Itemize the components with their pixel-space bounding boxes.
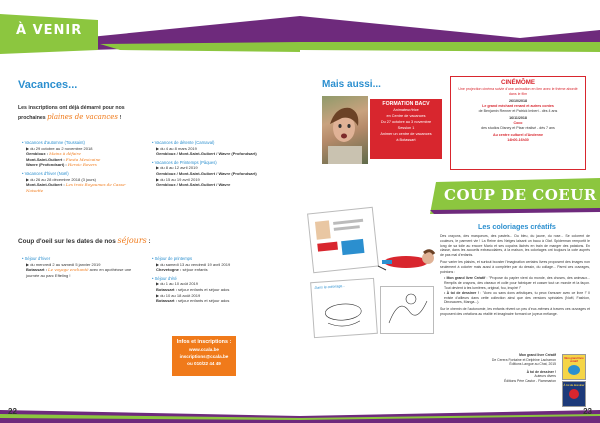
formation-lines — [370, 107, 442, 143]
right-footer-graphic — [300, 396, 600, 423]
cinemome-film2: Coco — [513, 121, 523, 125]
book-desc: : "Propose du papier vient du monde, des choses, des animaux... Remplis de crayons, des ciseaux et colle pour fabriquer et cosser tout un monde et la façon. Tout devient à tes lumières, original, fou, inspiré !" — [444, 276, 591, 290]
schedule-line — [152, 267, 292, 273]
intro-prefix: prochaines — [18, 115, 46, 121]
schedule-title: • Vacances de Printemps (Pâques) — [152, 159, 217, 165]
formation-title: FORMATION BACV — [382, 101, 430, 107]
schedule-block — [152, 160, 292, 188]
article-para3: Sur le chemin de l'autonomie, les enfants rêvent un peu d'eux-mêmes à travers ces ouvrages et proposent des créations au réalité et imaginaire formant ce joyeux mélange. — [440, 307, 590, 316]
intro-line2 — [18, 113, 288, 123]
left-footer-graphic — [0, 396, 300, 423]
schedule-date: du 15 au 19 avril 2019 — [160, 176, 200, 182]
sejours-heading — [18, 236, 151, 245]
ref2-title: À toi de dessiner ! — [526, 369, 556, 374]
book-item — [440, 291, 590, 305]
info-box — [172, 336, 236, 376]
schedule-places: Gembloux / Mont-Saint-Guibert / Wavre (Profondsart) — [156, 151, 257, 157]
sejours-prefix: Coup d'oeil sur les dates de nos — [18, 238, 116, 245]
schedule-title: • Séjour d'été — [152, 275, 177, 281]
schedule-detail: avec en apothéose une journée au parc Efteling ! — [26, 267, 132, 278]
vacances-col-1 — [22, 140, 140, 196]
cinemome-box — [450, 76, 586, 170]
schedule-title: • Séjour d'hiver — [22, 256, 51, 261]
schedule-block — [22, 256, 137, 278]
sejours-highlight: séjours — [117, 236, 147, 245]
cinemome-date1: 26/10/2018 — [509, 99, 527, 103]
right-page-number: 23 — [583, 407, 592, 416]
schedule-title: • Vacances d'hiver (Noël) — [22, 170, 69, 176]
schedule-place-name: Chevetogne : — [156, 267, 182, 273]
schedule-title: • Séjour de printemps — [152, 256, 193, 261]
schedule-line — [22, 162, 140, 168]
coloring-card-bottom — [310, 278, 378, 338]
schedule-line — [152, 298, 292, 304]
child-photo — [322, 96, 368, 164]
mais-aussi-heading: Mais aussi... — [322, 79, 381, 90]
info-phone: ou 010/22 44 49 — [187, 361, 221, 366]
bullet-icon: • — [444, 276, 447, 281]
schedule-date: du mercredi 2 au samedi 5 janvier 2019 — [30, 261, 101, 267]
schedule-title: • Vacances d'automne (Toussaint) — [22, 140, 85, 145]
schedule-place-name: Gembloux : — [26, 151, 49, 157]
vacances-intro — [18, 104, 288, 123]
schedule-line — [22, 267, 137, 278]
schedule-block — [152, 140, 292, 157]
sejours-suffix: : — [148, 238, 151, 245]
ref1-lines — [480, 358, 556, 367]
schedule-places: Gembloux / Mont-Saint-Guibert / Wavre (Profondsart) — [156, 170, 257, 176]
schedule-line — [152, 182, 292, 188]
vacances-col-2 — [152, 140, 292, 191]
book-title: À toi de dessiner ! — [446, 290, 479, 295]
coloring-caption: Dans le coloriage... — [314, 283, 346, 291]
book-desc: : "Avec ou sans dons artistiques, tu peux t'amuser avec ce livre !" Il existe d'ailleurs dans cette collection ainsi que des versions spéciales (Noël, Fashion, Dinosaures, Manga...). — [444, 290, 591, 305]
schedule-detail: séjour enfants et séjour ados — [178, 286, 230, 292]
schedule-place-name: Wavre (Profondsart) : — [26, 162, 67, 168]
schedule-block — [152, 256, 292, 273]
schedule-theme: Le voyage enchanté — [48, 267, 89, 273]
arrow-icon: ▶ — [156, 281, 161, 287]
arrow-icon: ▶ — [156, 165, 161, 171]
coloring-card-bottom-drawing — [312, 290, 377, 334]
schedule-theme: Heroic Rovers — [67, 162, 97, 168]
vacances-col1-list — [22, 140, 140, 193]
coloring-card-top-drawing — [308, 208, 378, 272]
sejours-col-2 — [152, 256, 292, 307]
schedule-date: du 26 au 28 décembre 2018 (3 jours) — [30, 176, 97, 182]
schedule-theme: Fiesta Mexicaine — [65, 156, 101, 162]
cinemome-intro: Une projection cinéma suivie d'une animation en lien avec le thème abordé dans le film — [458, 87, 578, 96]
child-photo-drawing — [322, 96, 368, 164]
schedule-date: du 29 octobre au 2 novembre 2018 — [30, 145, 93, 151]
cinemome-date2: 16/11/2018 — [509, 116, 527, 120]
schedule-places: Gembloux / Mont-Saint-Guibert / Wavre — [156, 182, 231, 188]
schedule-place-name: Mont-Saint-Guibert : — [26, 182, 65, 188]
ref1-title: Mon grand livre Créatif — [519, 353, 556, 357]
book-cover-2-text: À toi de dessiner — [563, 384, 585, 387]
article-para1: Des crayons, des marqueurs, des pastels... Du bleu, du jaune, du rose... Se colorent de couleurs, le parment vie ! La Reine des Neiges laisant un baou à Olaf. Spiderman remportit le long de sa toile au encore Mario et ses copains lâchés en train de manger des patatons. En classe, dans les accueils extrascolaires, à la maison, les coloriages ont toujours la cote auprès de pas mal d'enfants. — [440, 234, 590, 258]
schedule-date: du samedi 13 au vendredi 19 avril 2019 — [160, 261, 231, 267]
cinemome-film1-sub: de Benjamin Renner et Patrick Imbert - dès 4 ans — [478, 109, 558, 113]
book-item — [440, 276, 590, 290]
cinemome-venue: Au centre culturel d'Andenne — [493, 133, 543, 137]
arrow-icon: ▶ — [156, 261, 161, 267]
schedule-date: du 10 au 18 août 2019 — [160, 292, 201, 298]
right-page — [300, 0, 600, 423]
schedule-line — [22, 182, 140, 193]
left-page-number: 22 — [8, 407, 17, 416]
formation-line: en Centre de vacances — [386, 114, 426, 118]
schedule-date: du 1 au 10 août 2019 — [160, 281, 198, 287]
formation-line: à Botassart — [396, 138, 416, 142]
ref-line: Éditions Langue au Chat, 2015 — [509, 362, 556, 367]
ref-line: Éditions Père Castor - Flammarion — [503, 378, 556, 383]
left-banner-title: À VENIR — [16, 23, 83, 38]
cinemome-film1: Le grand méchant renard et autres contes — [482, 104, 554, 108]
right-top-graphic — [300, 0, 600, 60]
intro-highlight: plaines de vacances — [47, 113, 118, 121]
bullet-icon: • — [444, 290, 447, 295]
schedule-block — [152, 276, 292, 304]
schedule-place-name: Mont-Saint-Guibert : — [26, 156, 65, 162]
arrow-icon: ▶ — [156, 176, 161, 182]
coloring-card-small — [380, 286, 434, 334]
schedule-detail: séjour enfants et séjour ados — [178, 298, 230, 304]
arrow-icon: ▶ — [156, 145, 161, 151]
book-list — [440, 276, 590, 305]
schedule-detail: séjour enfants — [182, 267, 208, 273]
schedule-date: du 4 au 8 mars 2019 — [160, 145, 197, 151]
arrow-icon: ▶ — [156, 292, 161, 298]
arrow-icon: ▶ — [26, 176, 31, 182]
info-email[interactable]: inscriptions@ccala.be — [179, 354, 229, 359]
arrow-icon: ▶ — [26, 261, 31, 267]
coloring-card-small-drawing — [381, 287, 433, 333]
sejours-col2-list — [152, 256, 292, 304]
vacances-heading: Vacances... — [18, 79, 78, 91]
book-cover-1-text: Mon grand livre créatif — [564, 357, 584, 364]
info-title: Infos et inscriptions : — [176, 339, 232, 345]
intro-line1: Les inscriptions ont déjà démarré pour nos — [18, 105, 125, 111]
formation-line: Session 1 — [397, 126, 415, 130]
book-cover-1-art — [568, 365, 580, 375]
schedule-place-name: Botassart : — [156, 298, 177, 304]
cinemome-title: CINÉMÔME — [500, 79, 536, 86]
ref2-lines — [480, 374, 556, 383]
ref-line: De Cerera Fontaine et Delphine Lacharron — [491, 357, 556, 362]
flying-kid-illustration — [376, 242, 436, 276]
formation-line: Animer un centre de vacances — [380, 132, 432, 136]
schedule-place-name: Botassart : — [156, 286, 177, 292]
formation-box — [370, 99, 442, 159]
schedule-date: du 8 au 12 avril 2019 — [160, 165, 198, 171]
coloriages-title: Les coloriages créatifs — [478, 222, 556, 231]
formation-line: Animateur/trice — [393, 108, 419, 112]
sejours-col1-list — [22, 256, 137, 278]
sejours-col-1 — [22, 256, 137, 281]
vacances-col2-list — [152, 140, 292, 188]
schedule-theme: Les trois Royaumes de Casse-Noisette — [26, 182, 127, 193]
flying-kid-drawing — [376, 242, 436, 276]
coup-de-coeur-title: COUP DE COEUR — [444, 186, 597, 204]
schedule-block — [22, 171, 140, 193]
book-cover-1 — [562, 354, 586, 380]
schedule-title: • Vacances de détente (Carnaval) — [152, 140, 215, 145]
cinemome-time: 14h00-16h30 — [507, 138, 529, 142]
intro-suffix: ! — [119, 115, 122, 121]
arrow-icon: ▶ — [26, 145, 31, 151]
book-title: Mon grand livre Créatif — [446, 276, 486, 281]
schedule-theme: Mains à défaire — [49, 151, 81, 157]
article-para2: Pour varier les plaisirs, et surtout booster l'imagination certains livres proposent des images non seulement à colorier mais aussi à compléter par du dessin, du collage... Parmi ces ouvrages, pointons : — [440, 259, 590, 274]
schedule-block — [22, 140, 140, 168]
article-body — [440, 234, 590, 317]
cinemome-film2-sub: des studios Disney et Pixar réalisé - dès 7 ans — [481, 126, 555, 130]
info-site[interactable]: www.ccala.be — [189, 347, 219, 352]
coloring-card-top — [307, 207, 379, 274]
schedule-place-name: Botassart : — [26, 267, 47, 273]
schedule-line — [152, 151, 292, 157]
ref-line: Auteurs divers — [534, 374, 556, 379]
book-references — [480, 353, 556, 384]
formation-line: Du 27 octobre au 3 novembre — [380, 120, 432, 124]
